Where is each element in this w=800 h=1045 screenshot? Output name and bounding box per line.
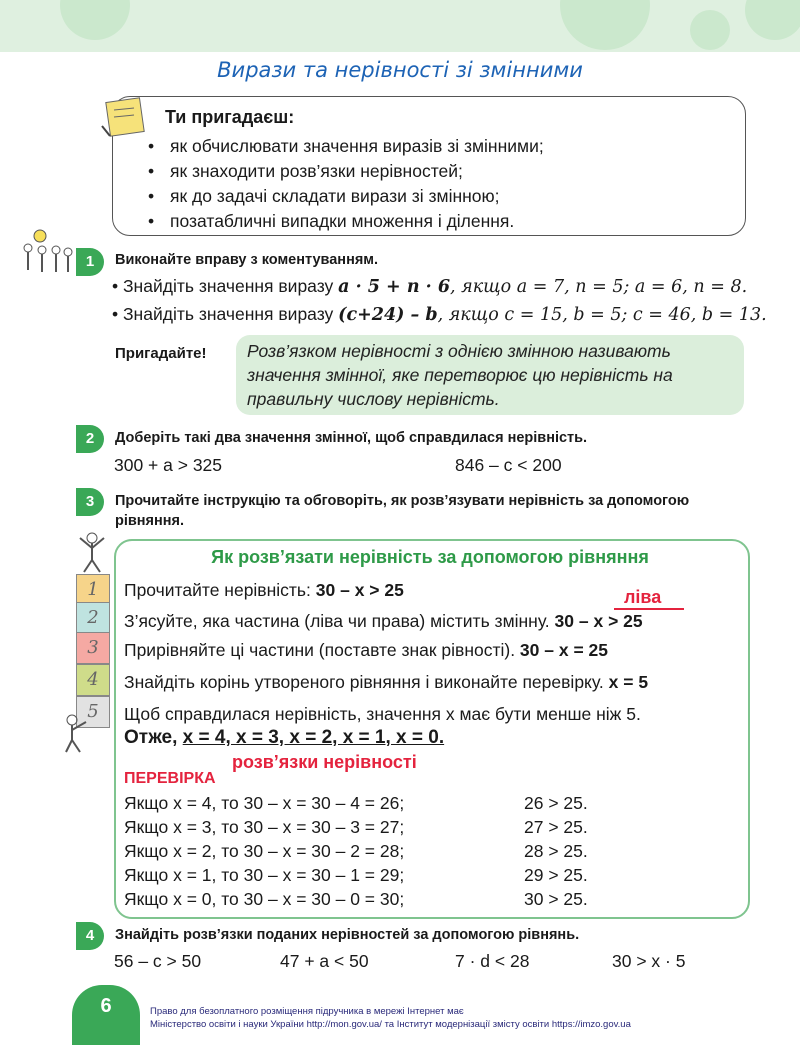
decor-bubble xyxy=(690,10,730,50)
step-block: 3 xyxy=(76,632,110,664)
task-title: Виконайте вправу з коментуванням. xyxy=(115,252,379,268)
task-title-cont: рівняння. xyxy=(115,513,185,529)
instruction-step: Щоб справдилася нерівність, значення x має бути менше ніж 5. xyxy=(124,704,641,724)
footer-text: Міністерство освіти і науки України http://mon.gov.ua/ та Інститут модернізації змісту освіти https://imzo.gov.ua xyxy=(150,1019,631,1030)
task-title: Знайдіть розв’язки поданих нерівностей за допомогою рівнянь. xyxy=(115,927,580,943)
left-side-label: ліва xyxy=(624,587,662,607)
instruction-step: Прирівняйте ці частини (поставте знак рівності). 30 – x = 25 xyxy=(124,640,608,660)
task-number-badge: 4 xyxy=(76,922,104,950)
check-row: Якщо x = 1, то 30 – x = 30 – 1 = 29; xyxy=(124,865,405,885)
check-result: 30 > 25. xyxy=(524,889,588,909)
recall-text: Розв’язком нерівності з однією змінною називають значення змінної, яке перетворює цю нерівність на правильну числову нерівність. xyxy=(247,341,673,409)
step-block: 1 xyxy=(76,574,110,606)
inequality: 47 + a < 50 xyxy=(280,951,369,971)
people-lightbulb-icon xyxy=(18,228,76,278)
inequality: 846 – c < 200 xyxy=(455,455,562,475)
check-result: 29 > 25. xyxy=(524,865,588,885)
page-title: Вирази та нерівності зі змінними xyxy=(217,58,583,82)
list-item: • як до задачі складати вирази зі змінною; xyxy=(148,186,500,206)
check-result: 28 > 25. xyxy=(524,841,588,861)
task-number-badge: 3 xyxy=(76,488,104,516)
check-row: Якщо x = 2, то 30 – x = 30 – 2 = 28; xyxy=(124,841,405,861)
recall-label: Пригадайте! xyxy=(115,345,207,362)
task-number-badge: 1 xyxy=(76,248,104,276)
figure-icon xyxy=(60,712,90,754)
check-row: Якщо x = 0, то 30 – x = 30 – 0 = 30; xyxy=(124,889,405,909)
check-row: Якщо x = 3, то 30 – x = 30 – 3 = 27; xyxy=(124,817,405,837)
task-title: Доберіть такі два значення змінної, щоб справдилася нерівність. xyxy=(115,430,588,446)
solutions-label: розв’язки нерівності xyxy=(232,752,417,772)
step-block: 2 xyxy=(76,602,110,634)
figure-icon xyxy=(76,532,108,574)
instruction-title: Як розв’язати нерівність за допомогою рівняння xyxy=(211,547,649,567)
sticky-note-icon xyxy=(100,96,148,140)
check-row: Якщо x = 4, то 30 – x = 30 – 4 = 26; xyxy=(124,793,405,813)
reminder-title: Ти пригадаєш: xyxy=(165,107,295,127)
instruction-step: З’ясуйте, яка частина (ліва чи права) містить змінну. 30 – x > 25 xyxy=(124,611,643,631)
step-block: 5 xyxy=(76,696,110,728)
page-number: 6 xyxy=(100,995,112,1017)
list-item: • як обчислювати значення виразів зі змінними; xyxy=(148,136,544,156)
instruction-step: Прочитайте нерівність: 30 – x > 25 xyxy=(124,580,404,600)
check-result: 26 > 25. xyxy=(524,793,588,813)
conclusion-line: Отже, x = 4, x = 3, x = 2, x = 1, x = 0. xyxy=(124,727,445,748)
inequality: 300 + a > 325 xyxy=(114,455,223,475)
list-item: • позатабличні випадки множення і ділення. xyxy=(148,211,515,231)
underline-mark xyxy=(614,608,684,610)
check-title: ПЕРЕВІРКА xyxy=(124,770,216,787)
check-result: 27 > 25. xyxy=(524,817,588,837)
list-item: • як знаходити розв’язки нерівностей; xyxy=(148,161,463,181)
task-number-badge: 2 xyxy=(76,425,104,453)
task-line: • Знайдіть значення виразу (c+24) – b, якщо c = 15, b = 5; c = 46, b = 13. xyxy=(112,304,767,325)
task-line: • Знайдіть значення виразу a · 5 + n · 6, якщо a = 7, n = 5; a = 6, n = 8. xyxy=(112,276,748,297)
footer-text: Право для безоплатного розміщення підручника в мережі Інтернет має xyxy=(150,1006,464,1017)
inequality: 30 > x · 5 xyxy=(612,951,686,971)
task-title: Прочитайте інструкцію та обговоріть, як розв’язувати нерівність за допомогою xyxy=(115,493,690,509)
inequality: 7 · d < 28 xyxy=(455,951,530,971)
instruction-step: Знайдіть корінь утвореного рівняння і виконайте перевірку. x = 5 xyxy=(124,672,649,692)
inequality: 56 – c > 50 xyxy=(114,951,202,971)
step-block: 4 xyxy=(76,664,110,696)
